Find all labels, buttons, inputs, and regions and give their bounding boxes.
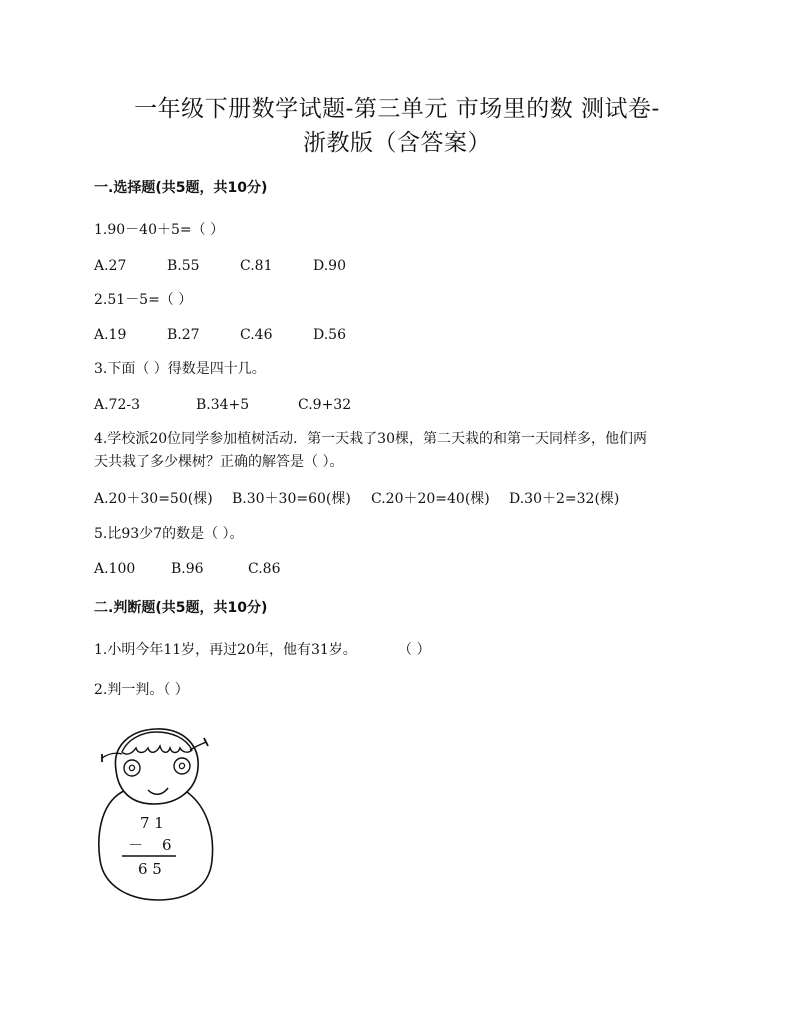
section-heading-choice: 一.选择题(共5题，共10分)	[94, 180, 268, 196]
figure-subtrahend: 6	[162, 836, 172, 854]
judgement-1-text: 1.小明今年11岁，再过20年，他有31岁。	[94, 642, 357, 658]
question-3-option-b: B.34+5	[196, 397, 250, 413]
question-4-text-line1: 4.学校派20位同学参加植树活动．第一天栽了30棵，第二天栽的和第一天同样多，他们两	[94, 431, 647, 447]
question-1-option-d: D.90	[313, 258, 346, 274]
figure-top-number: 7 1	[140, 814, 164, 832]
figure-minus-sign: －	[128, 836, 144, 854]
page-title-line2: 浙教版（含答案）	[303, 130, 491, 156]
question-2-option-d: D.56	[313, 327, 346, 343]
judgement-2-text: 2.判一判。（ ）	[94, 682, 189, 698]
question-2-option-c: C.46	[240, 327, 273, 343]
question-2-option-b: B.27	[167, 327, 200, 343]
question-5-text: 5.比93少7的数是（ ）。	[94, 526, 244, 542]
question-1-option-b: B.55	[167, 258, 200, 274]
cartoon-subtraction-figure	[92, 724, 222, 904]
question-1-option-a: A.27	[94, 258, 127, 274]
question-5-option-c: C.86	[248, 561, 281, 577]
question-1-text: 1.90－40＋5=（ ）	[94, 222, 225, 238]
question-4-option-d: D.30＋2=32(棵)	[509, 491, 620, 507]
question-4-option-a: A.20＋30=50(棵)	[94, 491, 213, 507]
question-3-option-c: C.9+32	[298, 397, 352, 413]
question-4-option-c: C.20＋20=40(棵)	[371, 491, 490, 507]
question-2-text: 2.51－5=（ ）	[94, 292, 193, 308]
question-1-option-c: C.81	[240, 258, 273, 274]
body-outline	[99, 790, 213, 900]
question-5-option-a: A.100	[94, 561, 136, 577]
question-4-text-line2: 天共栽了多少棵树？正确的解答是（ ）。	[94, 454, 344, 470]
judgement-1-blank: （ ）	[398, 642, 431, 658]
page-title-line1: 一年级下册数学试题-第三单元 市场里的数 测试卷-	[134, 96, 660, 122]
head-outline	[115, 729, 198, 804]
question-4-option-b: B.30＋30=60(棵)	[232, 491, 351, 507]
question-2-option-a: A.19	[94, 327, 127, 343]
question-5-option-b: B.96	[171, 561, 204, 577]
section-heading-judgement: 二.判断题(共5题，共10分)	[94, 600, 268, 616]
figure-result: 6 5	[138, 860, 162, 878]
question-3-text: 3.下面（ ）得数是四十几。	[94, 361, 266, 377]
question-3-option-a: A.72-3	[94, 397, 141, 413]
